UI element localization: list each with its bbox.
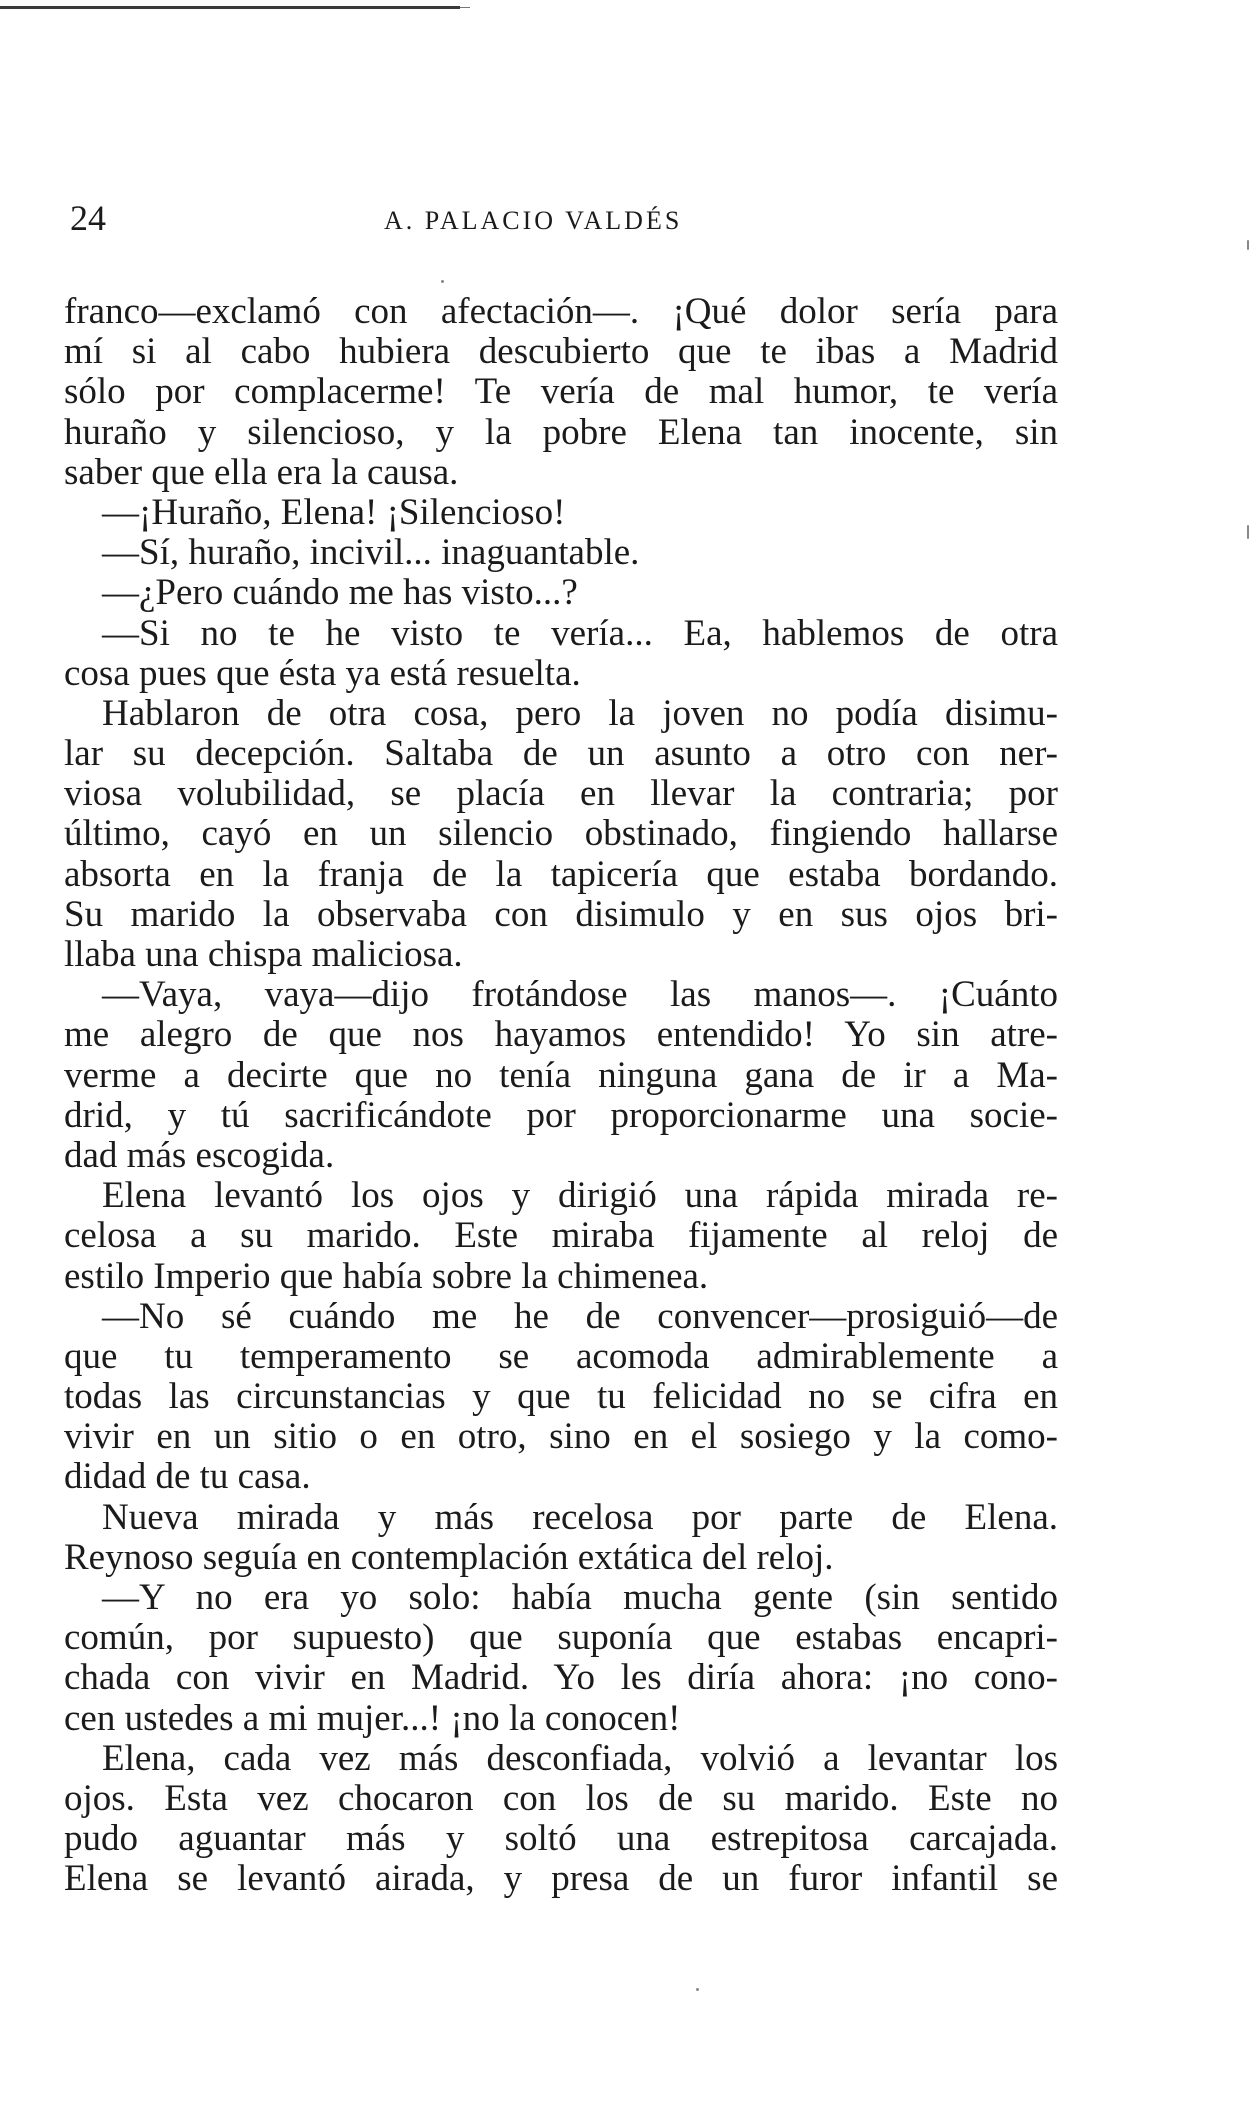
text-line: pudo aguantar más y soltó una estrepitosa carcajada. (64, 1818, 1058, 1860)
page-number: 24 (70, 198, 106, 238)
text-line: huraño y silencioso, y la pobre Elena tan inocente, sin (64, 411, 1058, 453)
text-line: me alegro de que nos hayamos entendido! Yo sin atre- (64, 1014, 1058, 1056)
text-line: cen ustedes a mi mujer...! ¡no la conocen! (64, 1697, 681, 1739)
text-line: —¿Pero cuándo me has visto...? (102, 572, 578, 614)
text-line: franco—exclamó con afectación—. ¡Qué dolor sería para (64, 291, 1058, 332)
text-line: absorta en la franja de la tapicería que estaba bordando. (64, 853, 1058, 895)
text-line: Hablaron de otra cosa, pero la joven no podía disimu- (102, 692, 1058, 734)
body-text (64, 292, 1058, 1900)
text-line: vivir en un sitio o en otro, sino en el sosiego y la como- (64, 1416, 1058, 1458)
text-line: mí si al cabo hubiera descubierto que te ibas a Madrid (64, 331, 1058, 373)
text-line: Nueva mirada y más recelosa por parte de Elena. (102, 1496, 1058, 1538)
text-line: didad de tu casa. (64, 1456, 311, 1498)
text-line: Elena levantó los ojos y dirigió una rápida mirada re- (102, 1175, 1058, 1217)
text-line: dad más escogida. (64, 1134, 335, 1176)
text-line: cosa pues que ésta ya está resuelta. (64, 652, 581, 694)
text-line: chada con vivir en Madrid. Yo les diría ahora: ¡no cono- (64, 1657, 1058, 1699)
text-line: verme a decirte que no tenía ninguna gana de ir a Ma- (64, 1054, 1058, 1096)
text-line: —¡Huraño, Elena! ¡Silencioso! (102, 491, 566, 533)
text-line: Su marido la observaba con disimulo y en sus ojos bri- (64, 893, 1058, 935)
text-line: —No sé cuándo me he de convencer—prosiguió—de (102, 1295, 1058, 1337)
text-line: que tu temperamento se acomoda admirablemente a (64, 1335, 1058, 1377)
text-line: llaba una chispa maliciosa. (64, 934, 463, 975)
text-line: —Vaya, vaya—dijo frotándose las manos—. ¡Cuánto (102, 974, 1058, 1016)
text-line: drid, y tú sacrificándote por proporcionarme una socie- (64, 1094, 1058, 1136)
text-line: sólo por complacerme! Te vería de mal humor, te vería (64, 371, 1058, 413)
text-line: saber que ella era la causa. (64, 451, 459, 493)
text-line: ojos. Esta vez chocaron con los de su marido. Este no (64, 1777, 1058, 1819)
text-line: —Y no era yo solo: había mucha gente (sin sentido (102, 1577, 1058, 1618)
text-line: viosa volubilidad, se placía en llevar la contraria; por (64, 773, 1058, 815)
running-head: A. PALACIO VALDÉS (384, 206, 683, 235)
top-edge-rule-tail (460, 7, 470, 8)
text-line: —Si no te he visto te vería... Ea, hablemos de otra (102, 612, 1058, 654)
print-speck (696, 1988, 699, 1991)
text-line: todas las circunstancias y que tu felicidad no se cifra en (64, 1376, 1058, 1418)
print-speck (1247, 525, 1249, 539)
text-line: Elena se levantó airada, y presa de un furor infantil se (64, 1858, 1058, 1900)
top-edge-rule (0, 6, 460, 9)
text-line: Elena, cada vez más desconfiada, volvió a levantar los (102, 1737, 1058, 1779)
print-speck (441, 280, 444, 283)
text-line: Reynoso seguía en contemplación extática del reloj. (64, 1536, 834, 1578)
print-speck (1247, 240, 1249, 250)
text-line: estilo Imperio que había sobre la chimenea. (64, 1255, 709, 1297)
text-line: último, cayó en un silencio obstinado, fingiendo hallarse (64, 813, 1058, 855)
text-line: lar su decepción. Saltaba de un asunto a otro con ner- (64, 733, 1058, 775)
text-line: común, por supuesto) que suponía que estabas encapri- (64, 1617, 1058, 1659)
text-line: —Sí, huraño, incivil... inaguantable. (102, 532, 640, 574)
text-line: celosa a su marido. Este miraba fijamente al reloj de (64, 1215, 1058, 1257)
